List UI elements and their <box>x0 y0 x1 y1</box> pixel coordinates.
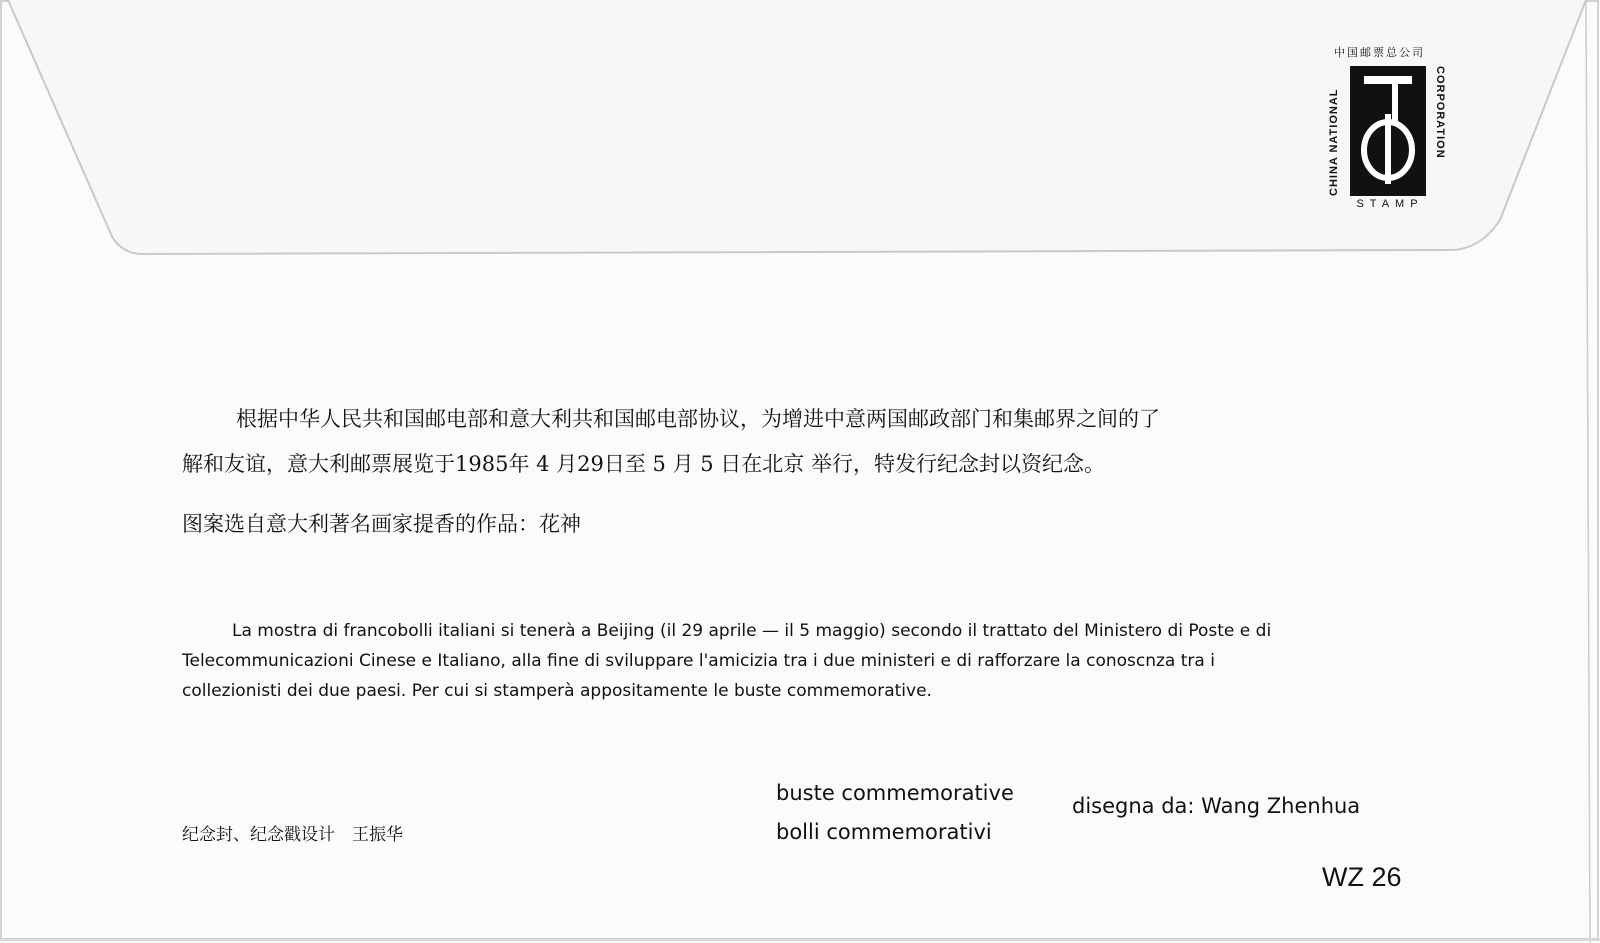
chinese-text-line-3: 图案选自意大利著名画家提香的作品：花神 <box>182 512 581 536</box>
cover-code: WZ 26 <box>1322 862 1402 892</box>
logo-chinese-text: 中国邮票总公司 <box>1334 46 1425 59</box>
emblem-icon <box>1350 66 1426 196</box>
designer-credit: disegna da: Wang Zhenhua <box>1072 794 1361 818</box>
logo-left-text: CHINA NATIONAL <box>1328 88 1340 196</box>
chinese-text-line-1: 根据中华人民共和国邮电部和意大利共和国邮电部协议，为增进中意两国邮政部门和集邮界之间的了 <box>236 407 1160 431</box>
italian-text-line-1: La mostra di francobolli italiani si tenerà a Beijing (il 29 aprile — il 5 maggio) secondo il trattato del Ministero di Poste e di <box>232 621 1272 641</box>
china-national-stamp-corporation-logo <box>1320 44 1460 214</box>
logo-bottom-text: STAMP <box>1356 198 1424 210</box>
chinese-designer-credit: 纪念封、纪念戳设计 王振华 <box>182 825 403 845</box>
italian-text-line-3: collezionisti dei due paesi. Per cui si stamperà appositamente le buste commemorative. <box>182 681 932 701</box>
right-edge-line <box>1586 0 1590 943</box>
credit-buste-commemorative: buste commemorative <box>776 781 1014 805</box>
logo-right-text: CORPORATION <box>1434 66 1446 159</box>
credit-bolli-commemorativi: bolli commemorativi <box>776 820 992 844</box>
italian-text-line-2: Telecommunicazioni Cinese e Italiano, alla fine di sviluppare l'amicizia tra i due ministeri e di rafforzare la conoscnza tra i <box>182 651 1215 671</box>
logo-emblem <box>1350 66 1426 196</box>
chinese-text-line-2: 解和友谊，意大利邮票展览于1985年 4 月29日至 5 月 5 日在北京 举行，特发行纪念封以资纪念。 <box>182 452 1105 476</box>
